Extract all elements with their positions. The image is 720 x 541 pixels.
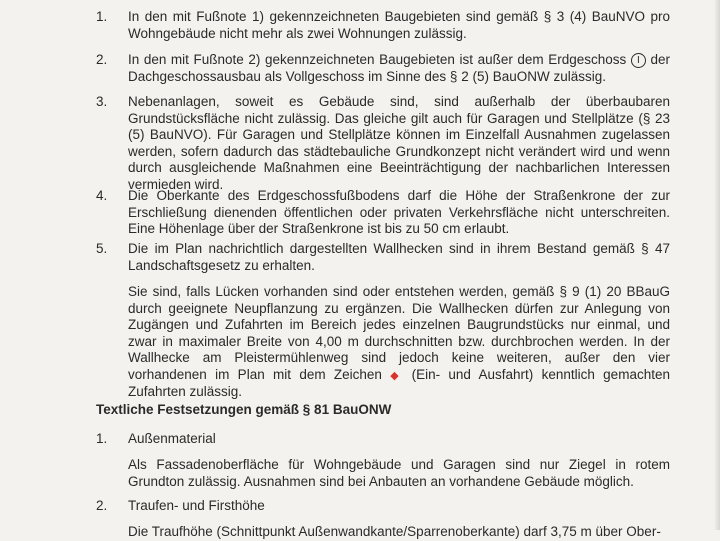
item-3-number: 3. xyxy=(96,94,108,109)
item-5-paragraph-after: (Ein- und Ausfahrt) kenntlich gemachten Zufahrten zulässig. xyxy=(128,366,670,399)
item-2-number: 2. xyxy=(96,52,108,67)
section-item-1-number: 1. xyxy=(96,431,108,446)
item-4-number: 4. xyxy=(96,188,108,203)
item-3-text: Nebenanlagen, soweit es Gebäude sind, sind außerhalb der überbaubaren Grundstücksfläche nicht zulässig. Das gleiche gilt auch für Garagen und Stellplätze (§ 23 (5) BauNVO). Für Garagen und Stellplätze können im Einzelfall Ausnahmen zugelassen werden, sofern dadurch das städtebauliche Grundkonzept nicht verändert wird und wenn durch ausgleichende Maßnahmen eine Beeinträchtigung der nachbarlichen Interessen vermieden wird. xyxy=(128,94,670,192)
item-1-text: In den mit Fußnote 1) gekennzeichneten Baugebieten sind gemäß § 3 (4) BauNVO pro Wohngebäude nicht mehr als zwei Wohnungen zulässig. xyxy=(128,9,670,41)
item-5-paragraph xyxy=(128,284,670,401)
section-heading: Textliche Festsetzungen gemäß § 81 BauONW xyxy=(96,402,392,417)
item-5-number: 5. xyxy=(96,241,108,256)
scan-edge-shadow xyxy=(714,0,720,530)
item-4-text: Die Oberkante des Erdgeschossfußbodens darf die Höhe der Straßenkrone der zur Erschließung dienenden öffentlichen oder privaten Verkehrsfläche nicht unterschreiten. Eine Höhenlage über der Straßenkrone ist bis zu 50 cm erlaubt. xyxy=(128,188,670,236)
section-item-2-text: Die Traufhöhe (Schnittpunkt Außenwandkante/Sparrenoberkante) darf 3,75 m über Ober- xyxy=(128,524,661,539)
item-2-text-before: In den mit Fußnote 2) gekennzeichneten Baugebieten ist außer dem Erdgeschoss xyxy=(128,52,627,67)
item-2-text xyxy=(128,52,670,85)
item-1-number: 1. xyxy=(96,9,108,24)
driveway-diamond-icon: ◆ xyxy=(390,369,404,382)
circled-numeral-icon: I xyxy=(631,53,646,68)
section-item-2-title: Traufen- und Firsthöhe xyxy=(128,498,265,513)
item-5-text: Die im Plan nachrichtlich dargestellten Wallhecken sind in ihrem Bestand gemäß § 47 Landschaftsgesetz zu erhalten. xyxy=(128,241,670,273)
item-2-text-after: der Dachgeschossausbau als Vollgeschoss im Sinne des § 2 (5) BauONW zulässig. xyxy=(128,52,670,84)
section-item-1-title: Außenmaterial xyxy=(128,431,216,446)
section-item-2-number: 2. xyxy=(96,498,108,513)
section-item-1-text: Als Fassadenoberfläche für Wohngebäude und Garagen sind nur Ziegel in rotem Grundton zulässig. Ausnahmen sind bei Anbauten an vorhandene Gebäude möglich. xyxy=(128,457,670,489)
item-5-paragraph-before: Sie sind, falls Lücken vorhanden sind oder entstehen werden, gemäß § 9 (1) 20 BBauG durch geeignete Neupflanzung zu ergänzen. Die Wallhecken dürfen zur Anlegung von Zugängen und Zufahrten im Bereich jedes einzelnen Baugrundstücks nur einmal, und zwar in maximaler Breite von 4,00 m durchschnitten bzw. durchbrochen werden. In der Wallhecke am Pleistermühlenweg sind jedoch keine weiteren, außer den vier vorhandenen im Plan mit dem Zeichen xyxy=(128,284,670,382)
